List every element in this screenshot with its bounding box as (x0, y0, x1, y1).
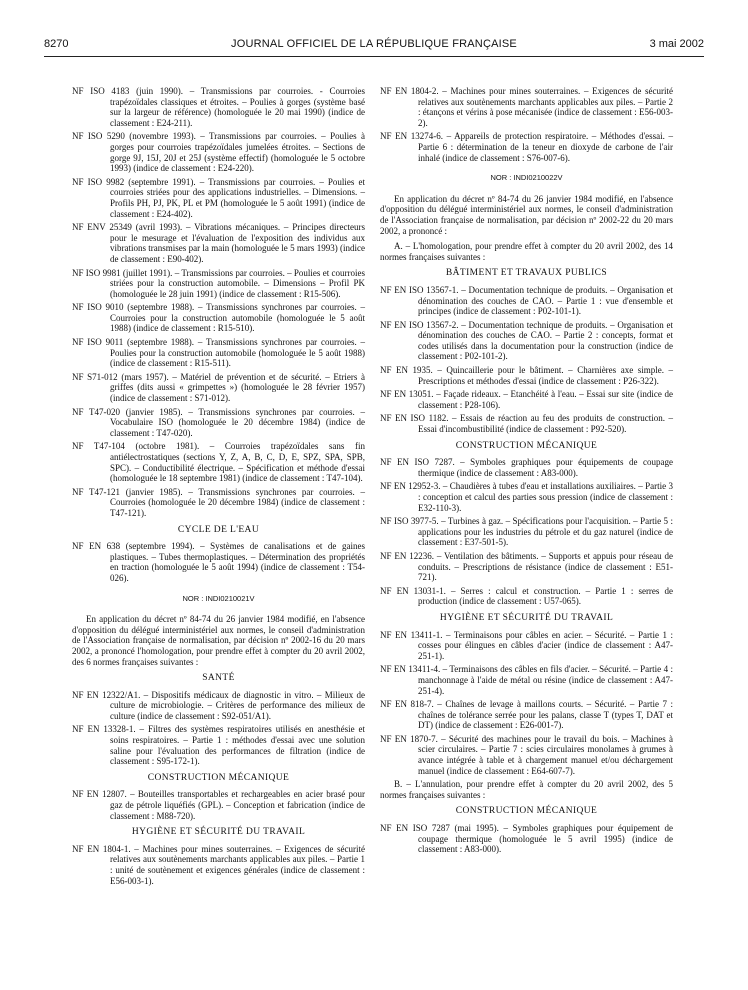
section-heading-sante: SANTÉ (202, 673, 235, 684)
entries-list-eau (72, 541, 365, 583)
standard-entry: NF EN 13411-1. – Terminaisons pour câbles en acier. – Sécurité. – Partie 1 : cosses pour élingues en câbles d'acier (indice de classement : A47-251-1). (380, 629, 673, 661)
section-heading-hyg: HYGIÈNE ET SÉCURITÉ DU TRAVAIL (439, 612, 614, 623)
standard-entry: NF ISO 3977-5. – Turbines à gaz. – Spécifications pour l'acquisition. – Partie 5 : applications pour les industries du pétrole et du gaz naturel (indice de classement : E37-501-5). (380, 516, 673, 548)
standard-entry: NF EN 12236. – Ventilation des bâtiments. – Supports et appuis pour réseau de conduits. – Prescriptions de résistance (indice de classement : E51-721). (380, 550, 673, 583)
entries-list-meca (72, 789, 365, 821)
section-heading-btp: BÂTIMENT ET TRAVAUX PUBLICS (445, 268, 608, 279)
annulation-paragraph: B. – L'annulation, pour prendre effet à compter du 20 avril 2002, des 5 normes françaises suivantes : (380, 779, 673, 800)
standard-entry: NF ISO 9011 (septembre 1988). – Transmissions synchrones par courroies. – Poulies pour la construction automobile (homologuée le 5 août 1988) (indice de classement : R15-511). (72, 337, 365, 369)
section-heading-meca: CONSTRUCTION MÉCANIQUE (455, 440, 598, 451)
section-heading-hyg: HYGIÈNE ET SÉCURITÉ DU TRAVAIL (131, 827, 306, 838)
standard-entry: NF EN ISO 7287. – Symboles graphiques pour équipements de coupage thermique (indice de classement : A83-000). (380, 457, 673, 478)
standard-entry: NF EN ISO 7287 (mai 1995). – Symboles graphiques pour équipement de coupage thermique (homologuée le 5 avril 1995) (indice de classement : A83-000). (380, 823, 673, 855)
decision-paragraph: En application du décret nº 84-74 du 26 janvier 1984 modifié, en l'absence d'opposition du délégué interministériel aux normes, le conseil d'administration de l'Association française de normalisation, par décision nº 2002-16 du 20 mars 2002, a prononcé l'homologation, pour prendre effet à compter du 20 avril 2002, des 6 normes françaises suivantes : (72, 614, 365, 667)
decision-paragraph: En application du décret nº 84-74 du 26 janvier 1984 modifié, en l'absence d'opposition du délégué interministériel aux normes, le conseil d'administration de l'Association française de normalisation, par décision nº 2002-22 du 20 mars 2002, a prononcé : (380, 193, 673, 236)
standard-entry: NF EN 638 (septembre 1994). – Systèmes de canalisations et de gaines plastiques. – Tubes thermoplastiques. – Détermination des propriétés en traction (homologuée le 5 août 1994) (indice de classement : T54-026). (72, 541, 365, 583)
standard-entry: NF EN 13051. – Façade rideaux. – Etanchéité à l'eau. – Essai sur site (indice de classement : P28-106). (380, 389, 673, 410)
standard-entry: NF EN 1804-1. – Machines pour mines souterraines. – Exigences de sécurité relatives aux soutènements marchants applicables aux piles. – Partie 1 : unité de soutènement et exigences générales (indice de classement : E56-003-1). (72, 843, 365, 886)
standard-entry: NF ISO 4183 (juin 1990). – Transmissions par courroies. - Courroies trapézoïdales classiques et étroites. – Poulies à gorges (système basé sur la largeur de référence) (homologuée le 20 mai 1990) (indice de classement : E24-211). (72, 86, 365, 128)
journal-title: JOURNAL OFFICIEL DE LA RÉPUBLIQUE FRANÇAISE (231, 38, 517, 50)
entries-list-meca (380, 457, 673, 607)
nor-reference: NOR : INDI0210022V (490, 173, 563, 183)
section-heading-eau: CYCLE DE L'EAU (177, 524, 260, 535)
standard-entry: NF EN 12952-3. – Chaudières à tubes d'eau et installations auxiliaires. – Partie 3 : conception et calcul des parties sous pression (indice de classement : E32-110-3). (380, 481, 673, 513)
standard-entry: NF EN 1804-2. – Machines pour mines souterraines. – Exigences de sécurité relatives aux soutènements marchants applicables aux piles. – Partie 2 : étançons et vérins à pose mécanisée (indice de classement : E56-003-2). (380, 86, 673, 128)
standard-entry: NF EN ISO 1182. – Essais de réaction au feu des produits de construction. – Essai d'incombustibilité (indice de classement : P92-520). (380, 413, 673, 435)
standard-entry: NF EN 13328-1. – Filtres des systèmes respiratoires utilisés en anesthésie et soins respiratoires. – Partie 1 : méthodes d'essai avec une solution saline pour l'évaluation des performances de filtration (indice de classement : S95-172-1). (72, 724, 365, 767)
left-column (72, 86, 365, 889)
right-column (380, 86, 673, 858)
standard-entry: NF ISO 9981 (juillet 1991). – Transmissions par courroies. – Poulies et courroies striées pour la construction automobile. – Dimensions – Profil PK (homologuée le 28 juin 1991) (indice de classement : R15-506). (72, 267, 365, 299)
standard-entry: NF EN 1870-7. – Sécurité des machines pour le travail du bois. – Machines à scier circulaires. – Partie 7 : scies circulaires monolames à grumes à avance intégrée à table et à chargement manuel et/ou déchargement manuel (indice de classement : E64-607-7). (380, 733, 673, 776)
section-heading-meca: CONSTRUCTION MÉCANIQUE (147, 772, 290, 783)
standard-entry: NF EN 13411-4. – Terminaisons des câbles en fils d'acier. – Sécurité. – Partie 4 : manchonnage à l'aide de métal ou résine (indice de classement : A47-251-4). (380, 664, 673, 696)
standard-entry: NF EN ISO 13567-2. – Documentation technique de produits. – Organisation et dénomination des couches de CAO. – Partie 2 : concepts, format et codes utilisés dans la documentation pour la construction (indice de classement : P02-101-2). (380, 319, 673, 362)
entries-list-btp (380, 285, 673, 435)
section-heading-meca-2: CONSTRUCTION MÉCANIQUE (455, 806, 598, 817)
entries-list-sante (72, 690, 365, 767)
page-number: 8270 (44, 38, 69, 50)
standard-entry: NF EN 12807. – Bouteilles transportables et rechargeables en acier brasé pour gaz de pétrole liquéfiés (GPL). – Conception et fabrication (indice de classement : M88-720). (72, 789, 365, 821)
standard-entry: NF S71-012 (mars 1957). – Matériel de prévention et de sécurité. – Etriers à griffes (dits aussi « grimpettes ») (homologuée le 28 février 1957) (indice de classement : S71-012). (72, 371, 365, 404)
standard-entry: NF T47-020 (janvier 1985). – Transmissions synchrones par courroies. – Vocabulaire ISO (homologuée le 20 décembre 1984) (indice de classement : T47-020). (72, 406, 365, 438)
issue-date: 3 mai 2002 (649, 38, 704, 50)
page-header (44, 38, 704, 54)
standard-entry: NF EN 818-7. – Chaînes de levage à maillons courts. – Sécurité. – Partie 7 : chaînes de tolérance serrée pour les palans, classe T (types T, DAT et DT) (indice de classement : E26-001-7). (380, 699, 673, 731)
entries-list-1 (72, 86, 365, 519)
standard-entry: NF T47-104 (octobre 1981). – Courroies trapézoïdales sans fin antiélectrostatiques (sections Y, Z, A, B, C, D, E, SPZ, SPA, SPB, SPC). – Conductibilité électrique. – Spécification et méthode d'essai (homologuée le 18 septembre 1981) (indice de classement : T47-104). (72, 441, 365, 484)
standard-entry: NF EN 12322/A1. – Dispositifs médicaux de diagnostic in vitro. – Milieux de culture de microbiologie. – Critères de performance des milieux de culture (indice de classement : S92-051/A1). (72, 689, 365, 721)
entries-list-hyg (72, 844, 365, 886)
standard-entry: NF ISO 9982 (septembre 1991). – Transmissions par courroies. – Poulies et courroies striées pour des applications industrielles. – Dimensions. – Profils PH, PJ, PK, PL et PM (homologuée le 5 août 1991) (indice de classement : E24-402). (72, 176, 365, 219)
standard-entry: NF EN 1935. – Quincaillerie pour le bâtiment. – Charnières axe simple. – Prescriptions et méthodes d'essai (indice de classement : P26-322). (380, 365, 673, 386)
entries-list-top (380, 86, 673, 163)
standard-entry: NF T47-121 (janvier 1985). – Transmissions synchrones par courroies. – Courroies (homologuée le 20 décembre 1984) (indice de classement : T47-121). (72, 486, 365, 518)
standard-entry: NF EN 13031-1. – Serres : calcul et construction. – Partie 1 : serres de production (indice de classement : U57-065). (380, 585, 673, 607)
standard-entry: NF EN 13274-6. – Appareils de protection respiratoire. – Méthodes d'essai. – Partie 6 : détermination de la teneur en dioxyde de carbone de l'air inhalé (indice de classement : S76-007-6). (380, 131, 673, 163)
standard-entry: NF ISO 5290 (novembre 1993). – Transmissions par courroies. – Poulies à gorges pour courroies trapézoïdales jumelées étroites. – Sections de gorge 9J, 15J, 20J et 25J (système effectif) (homologuée le 5 octobre 1993) (indice de classement : E24-220). (72, 131, 365, 174)
nor-reference: NOR : INDI0210021V (182, 593, 255, 603)
entries-list-hyg (380, 630, 673, 777)
standard-entry: NF ENV 25349 (avril 1993). – Vibrations mécaniques. – Principes directeurs pour le mesurage et l'évaluation de l'exposition des individus aux vibrations transmises par la main (homologuée le 5 mars 1993) (indice de classement : E90-402). (72, 222, 365, 264)
standard-entry: NF EN ISO 13567-1. – Documentation technique de produits. – Organisation et dénomination des couches de CAO. – Partie 1 : vue d'ensemble et principes (indice de classement : P02-101-1). (380, 284, 673, 317)
standard-entry: NF ISO 9010 (septembre 1988). – Transmissions synchrones par courroies. – Courroies pour la construction automobile (homologuée le 5 août 1988) (indice de classement : R15-510). (72, 302, 365, 334)
entries-list-meca-2 (380, 823, 673, 855)
header-rule (44, 56, 704, 57)
homologation-paragraph: A. – L'homologation, pour prendre effet à compter du 20 avril 2002, des 14 normes françaises suivantes : (380, 241, 673, 262)
